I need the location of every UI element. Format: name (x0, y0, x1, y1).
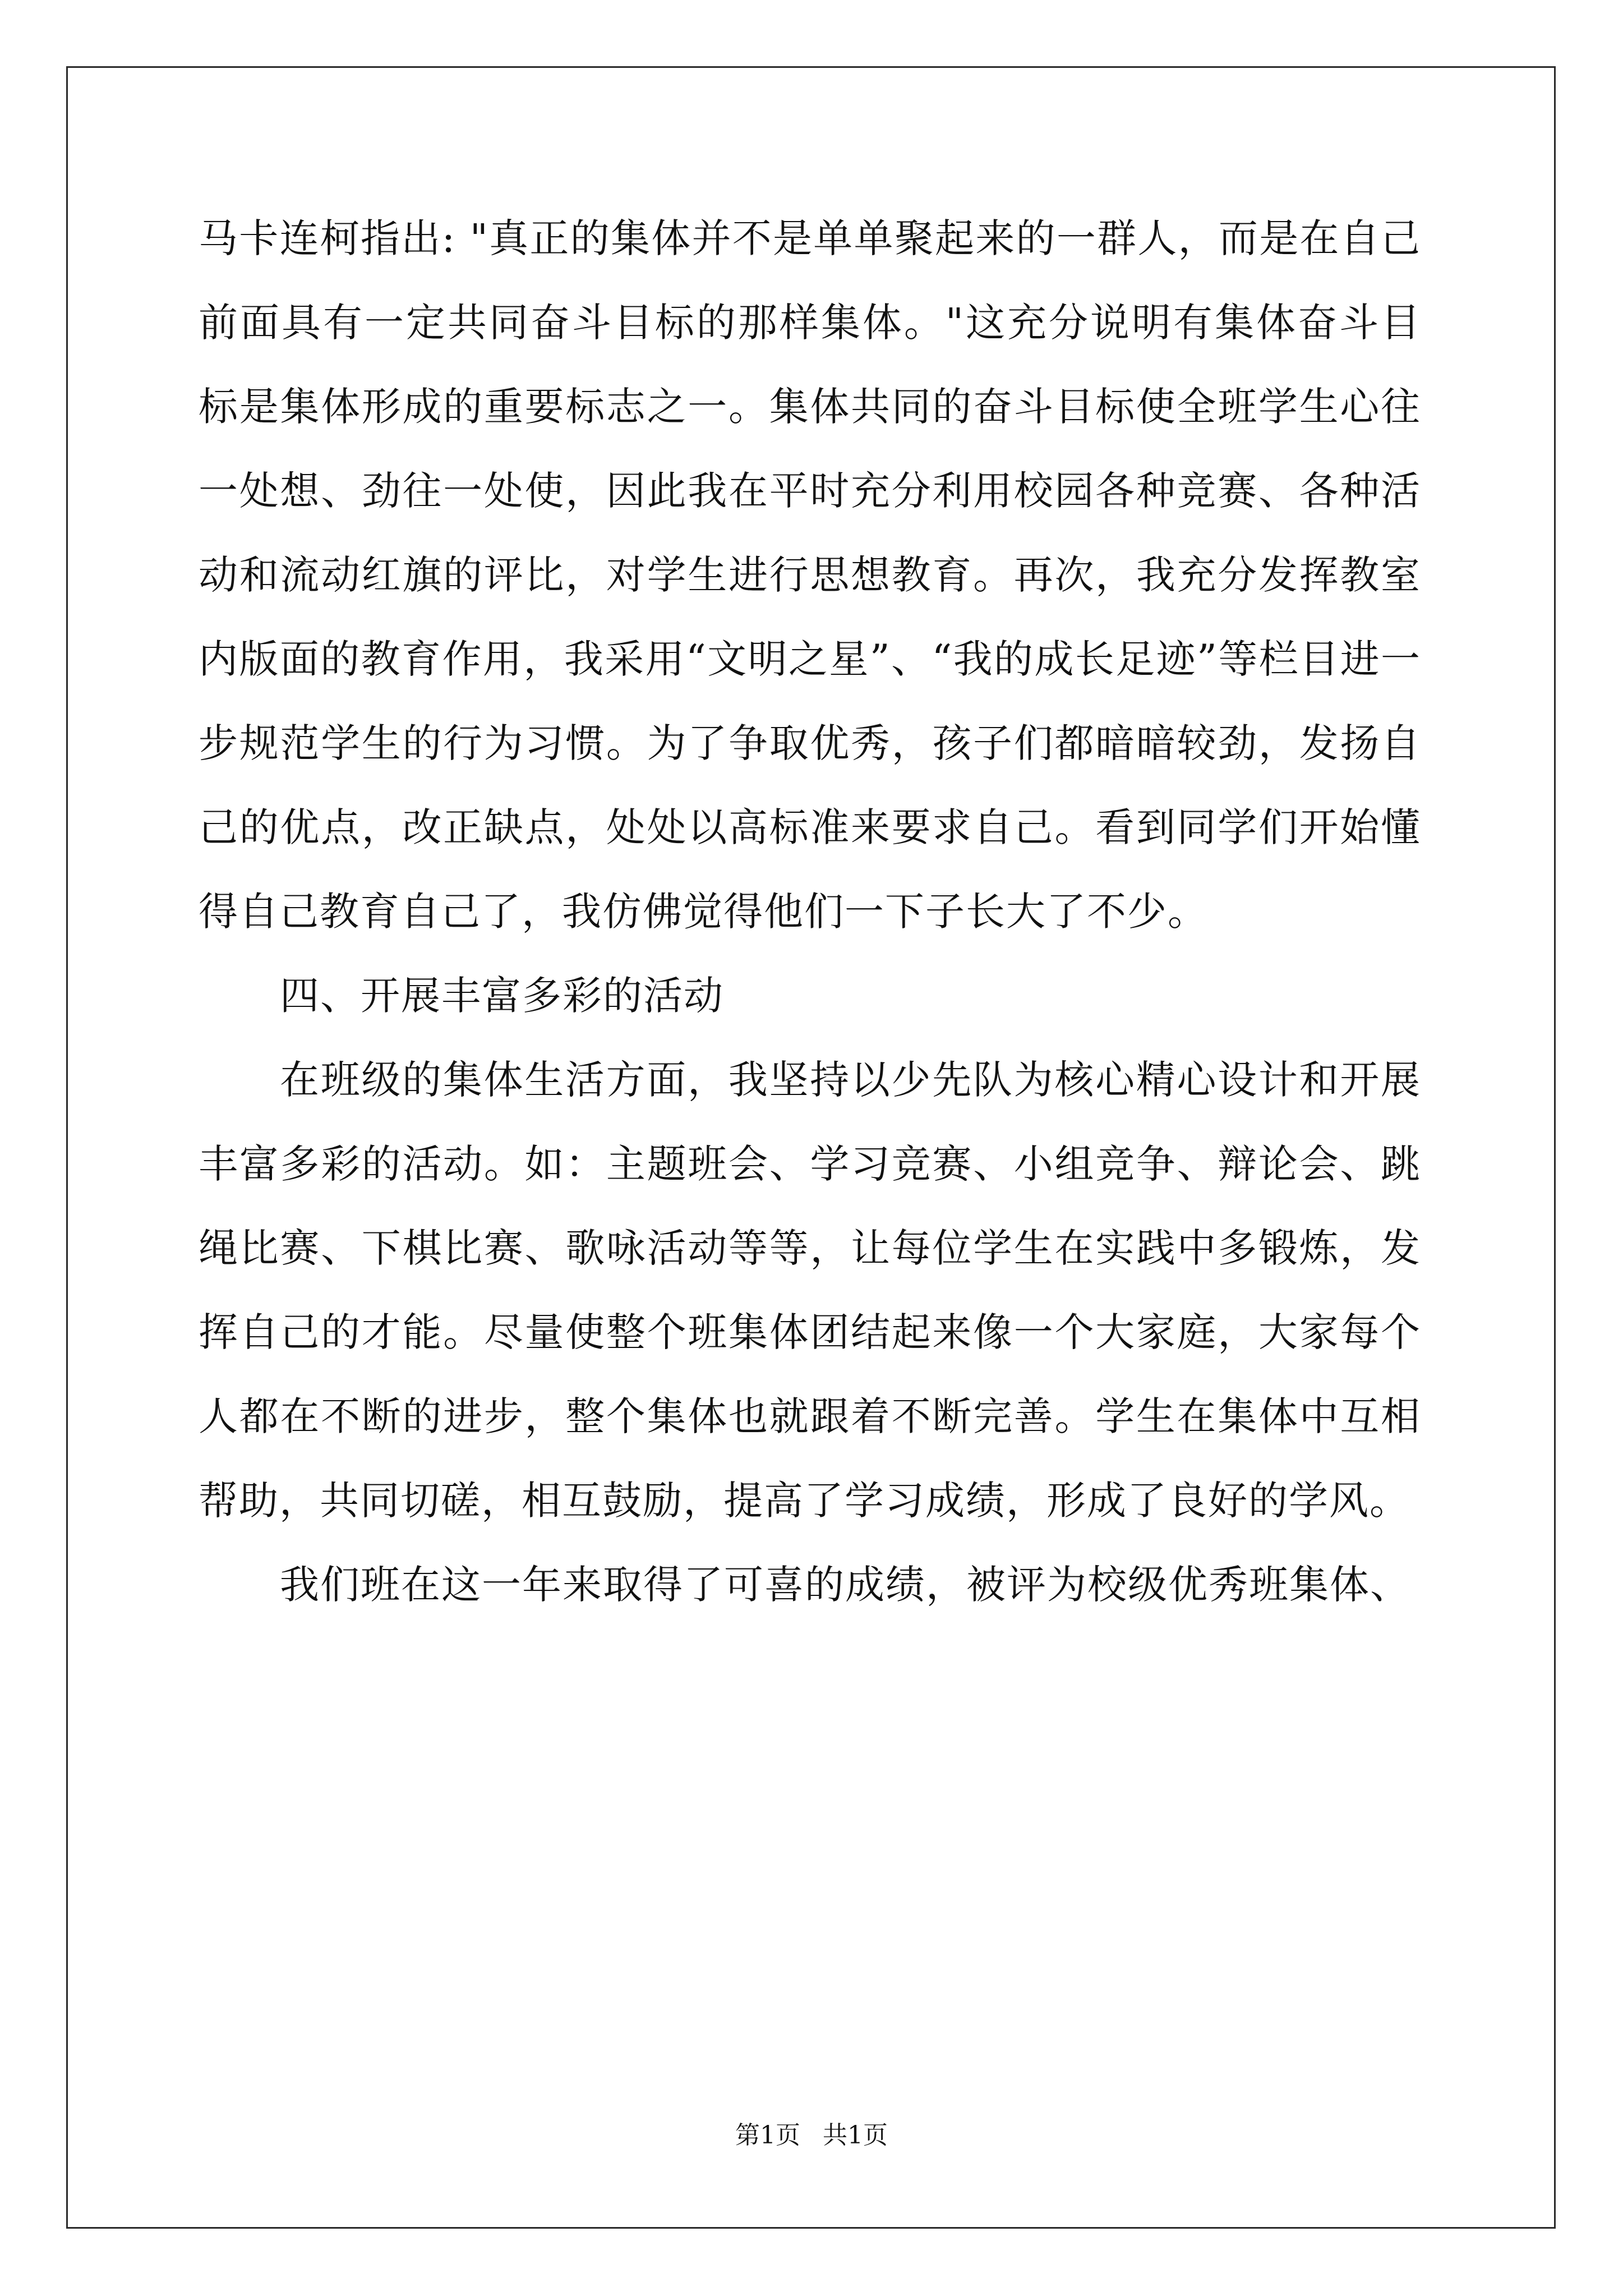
page-total: 共1页 (823, 2121, 888, 2150)
page-footer (0, 2115, 1623, 2151)
section-heading: 四、开展丰富多彩的活动 (280, 973, 724, 1019)
paragraph-4: 我们班在这一年来取得了可喜的成绩，被评为校级优秀班集体、 (280, 1562, 1410, 1608)
paragraph-3: 在班级的集体生活方面，我坚持以少先队为核心精心设计和开展丰富多彩的活动。如：主题班会、学习竞赛、小组竞争、辩论会、跳绳比赛、下棋比赛、歌咏活动等等，让每位学生在实践中多锻炼，发挥自己的才能。尽量使整个班集体团结起来像一个大家庭，大家每个人都在不断的进步，整个集体也就跟着不断完善。学生在集体中互相帮助，共同切磋，相互鼓励，提高了学习成绩，形成了良好的学风。 (199, 1057, 1421, 1524)
page-number: 第1页 (735, 2121, 800, 2150)
paragraph-1: 马卡连柯指出: "真正的集体并不是单单聚起来的一群人，而是在自己前面具有一定共同奋斗目标的那样集体。"这充分说明有集体奋斗目标是集体形成的重要标志之一。集体共同的奋斗目标使全班学生心往一处想、劲往一处使，因此我在平时充分利用校园各种竞赛、各种活动和流动红旗的评比，对学生进行思想教育。再次，我充分发挥教室内版面的教育作用，我采用“文明之星”、“我的成长足迹”等栏目进一步规范学生的行为习惯。为了争取优秀，孩子们都暗暗较劲，发扬自己的优点，改正缺点，处处以高标准来要求自己。看到同学们开始懂得自己教育自己了，我仿佛觉得他们一下子长大了不少。 (199, 215, 1421, 935)
document-body (199, 196, 1421, 1627)
